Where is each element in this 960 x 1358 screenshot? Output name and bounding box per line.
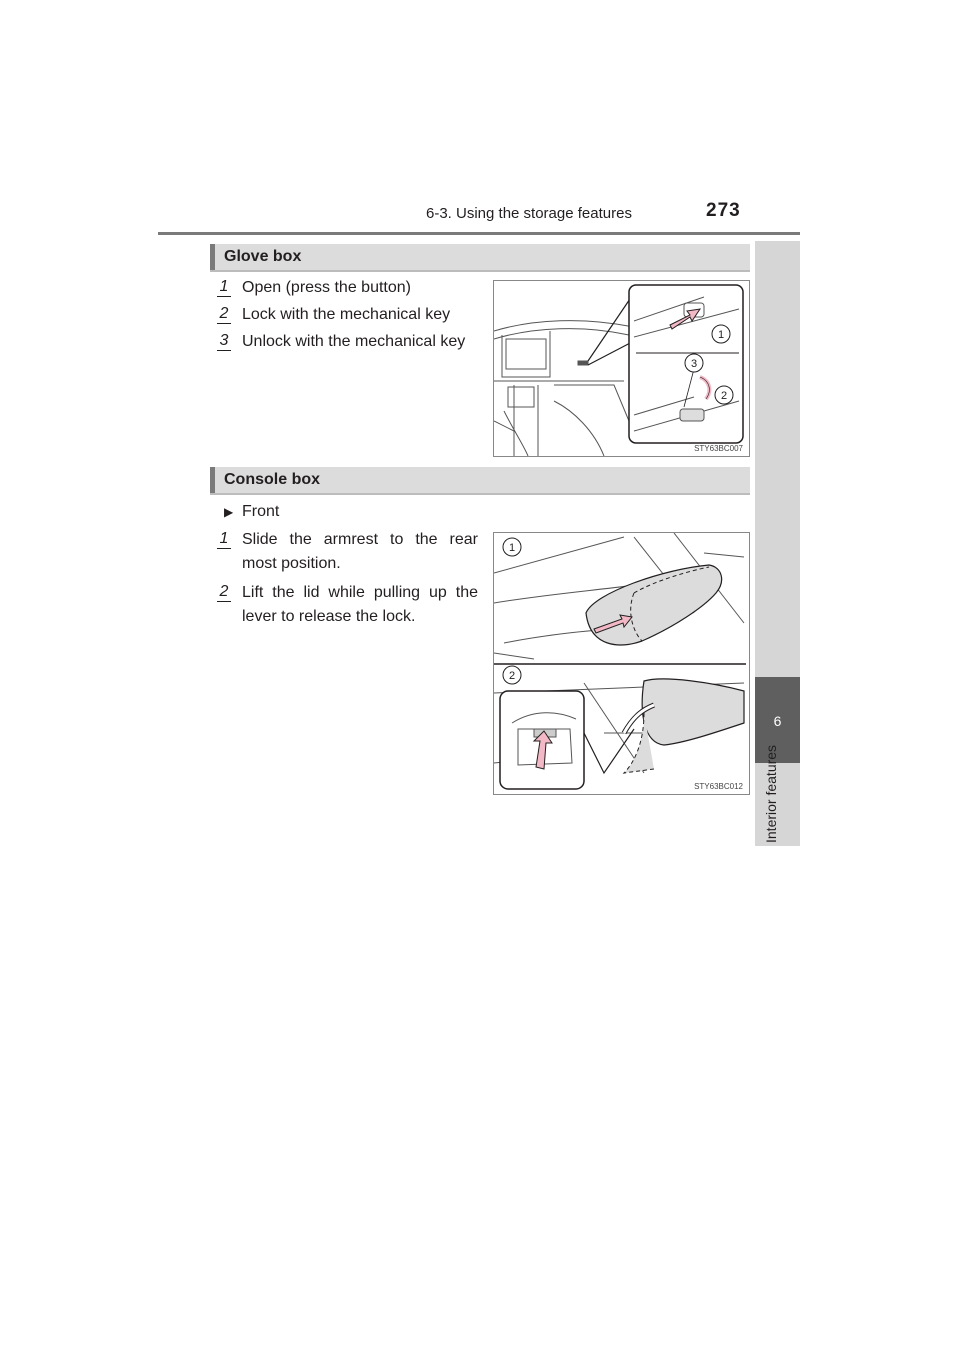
triangle-bullet-icon: ▶ (224, 505, 234, 519)
glove-box-illustration (493, 280, 750, 457)
step-text: Lock with the mechanical key (242, 306, 451, 323)
step-text: Slide the armrest to the rear most position. (242, 531, 478, 572)
side-tab-bar-upper (755, 241, 800, 677)
step-text: Unlock with the mechanical key (242, 333, 466, 350)
step-number: 1 (216, 278, 232, 296)
running-header-title: 6-3. Using the storage features (426, 205, 632, 222)
section-heading-text: Glove box (224, 248, 302, 265)
console-box-illustration (493, 532, 750, 795)
callout-2: 2 (508, 670, 516, 682)
step-number: 2 (216, 305, 232, 323)
callout-1: 1 (508, 542, 516, 554)
figure-code: STY63BC007 (694, 444, 743, 453)
step-text: Open (press the button) (242, 279, 411, 296)
step-number: 1 (216, 530, 232, 548)
console-box-drawing (494, 533, 749, 794)
console-box-steps (214, 528, 484, 628)
callout-2: 2 (720, 390, 728, 402)
glove-box-drawing (494, 281, 749, 456)
chapter-title: Interior features (763, 744, 779, 843)
step-number: 3 (216, 332, 232, 350)
subheading-text: Front (242, 503, 280, 520)
step-number: 2 (216, 583, 232, 601)
figure-code: STY63BC012 (694, 782, 743, 791)
step-text: Lift the lid while pulling up the lever to release the lock. (242, 584, 478, 625)
section-heading-glove-box (210, 244, 750, 272)
header-rule (158, 232, 800, 235)
section-heading-text: Console box (224, 471, 321, 488)
heading-marker (210, 467, 215, 493)
page-number: 273 (706, 200, 741, 221)
step-item (214, 303, 484, 329)
section-heading-console-box (210, 467, 750, 495)
chapter-number: 6 (773, 713, 782, 729)
callout-1: 1 (717, 329, 725, 341)
callout-3: 3 (690, 358, 698, 370)
heading-marker (210, 244, 215, 270)
step-item (214, 330, 484, 356)
step-item (214, 276, 484, 302)
